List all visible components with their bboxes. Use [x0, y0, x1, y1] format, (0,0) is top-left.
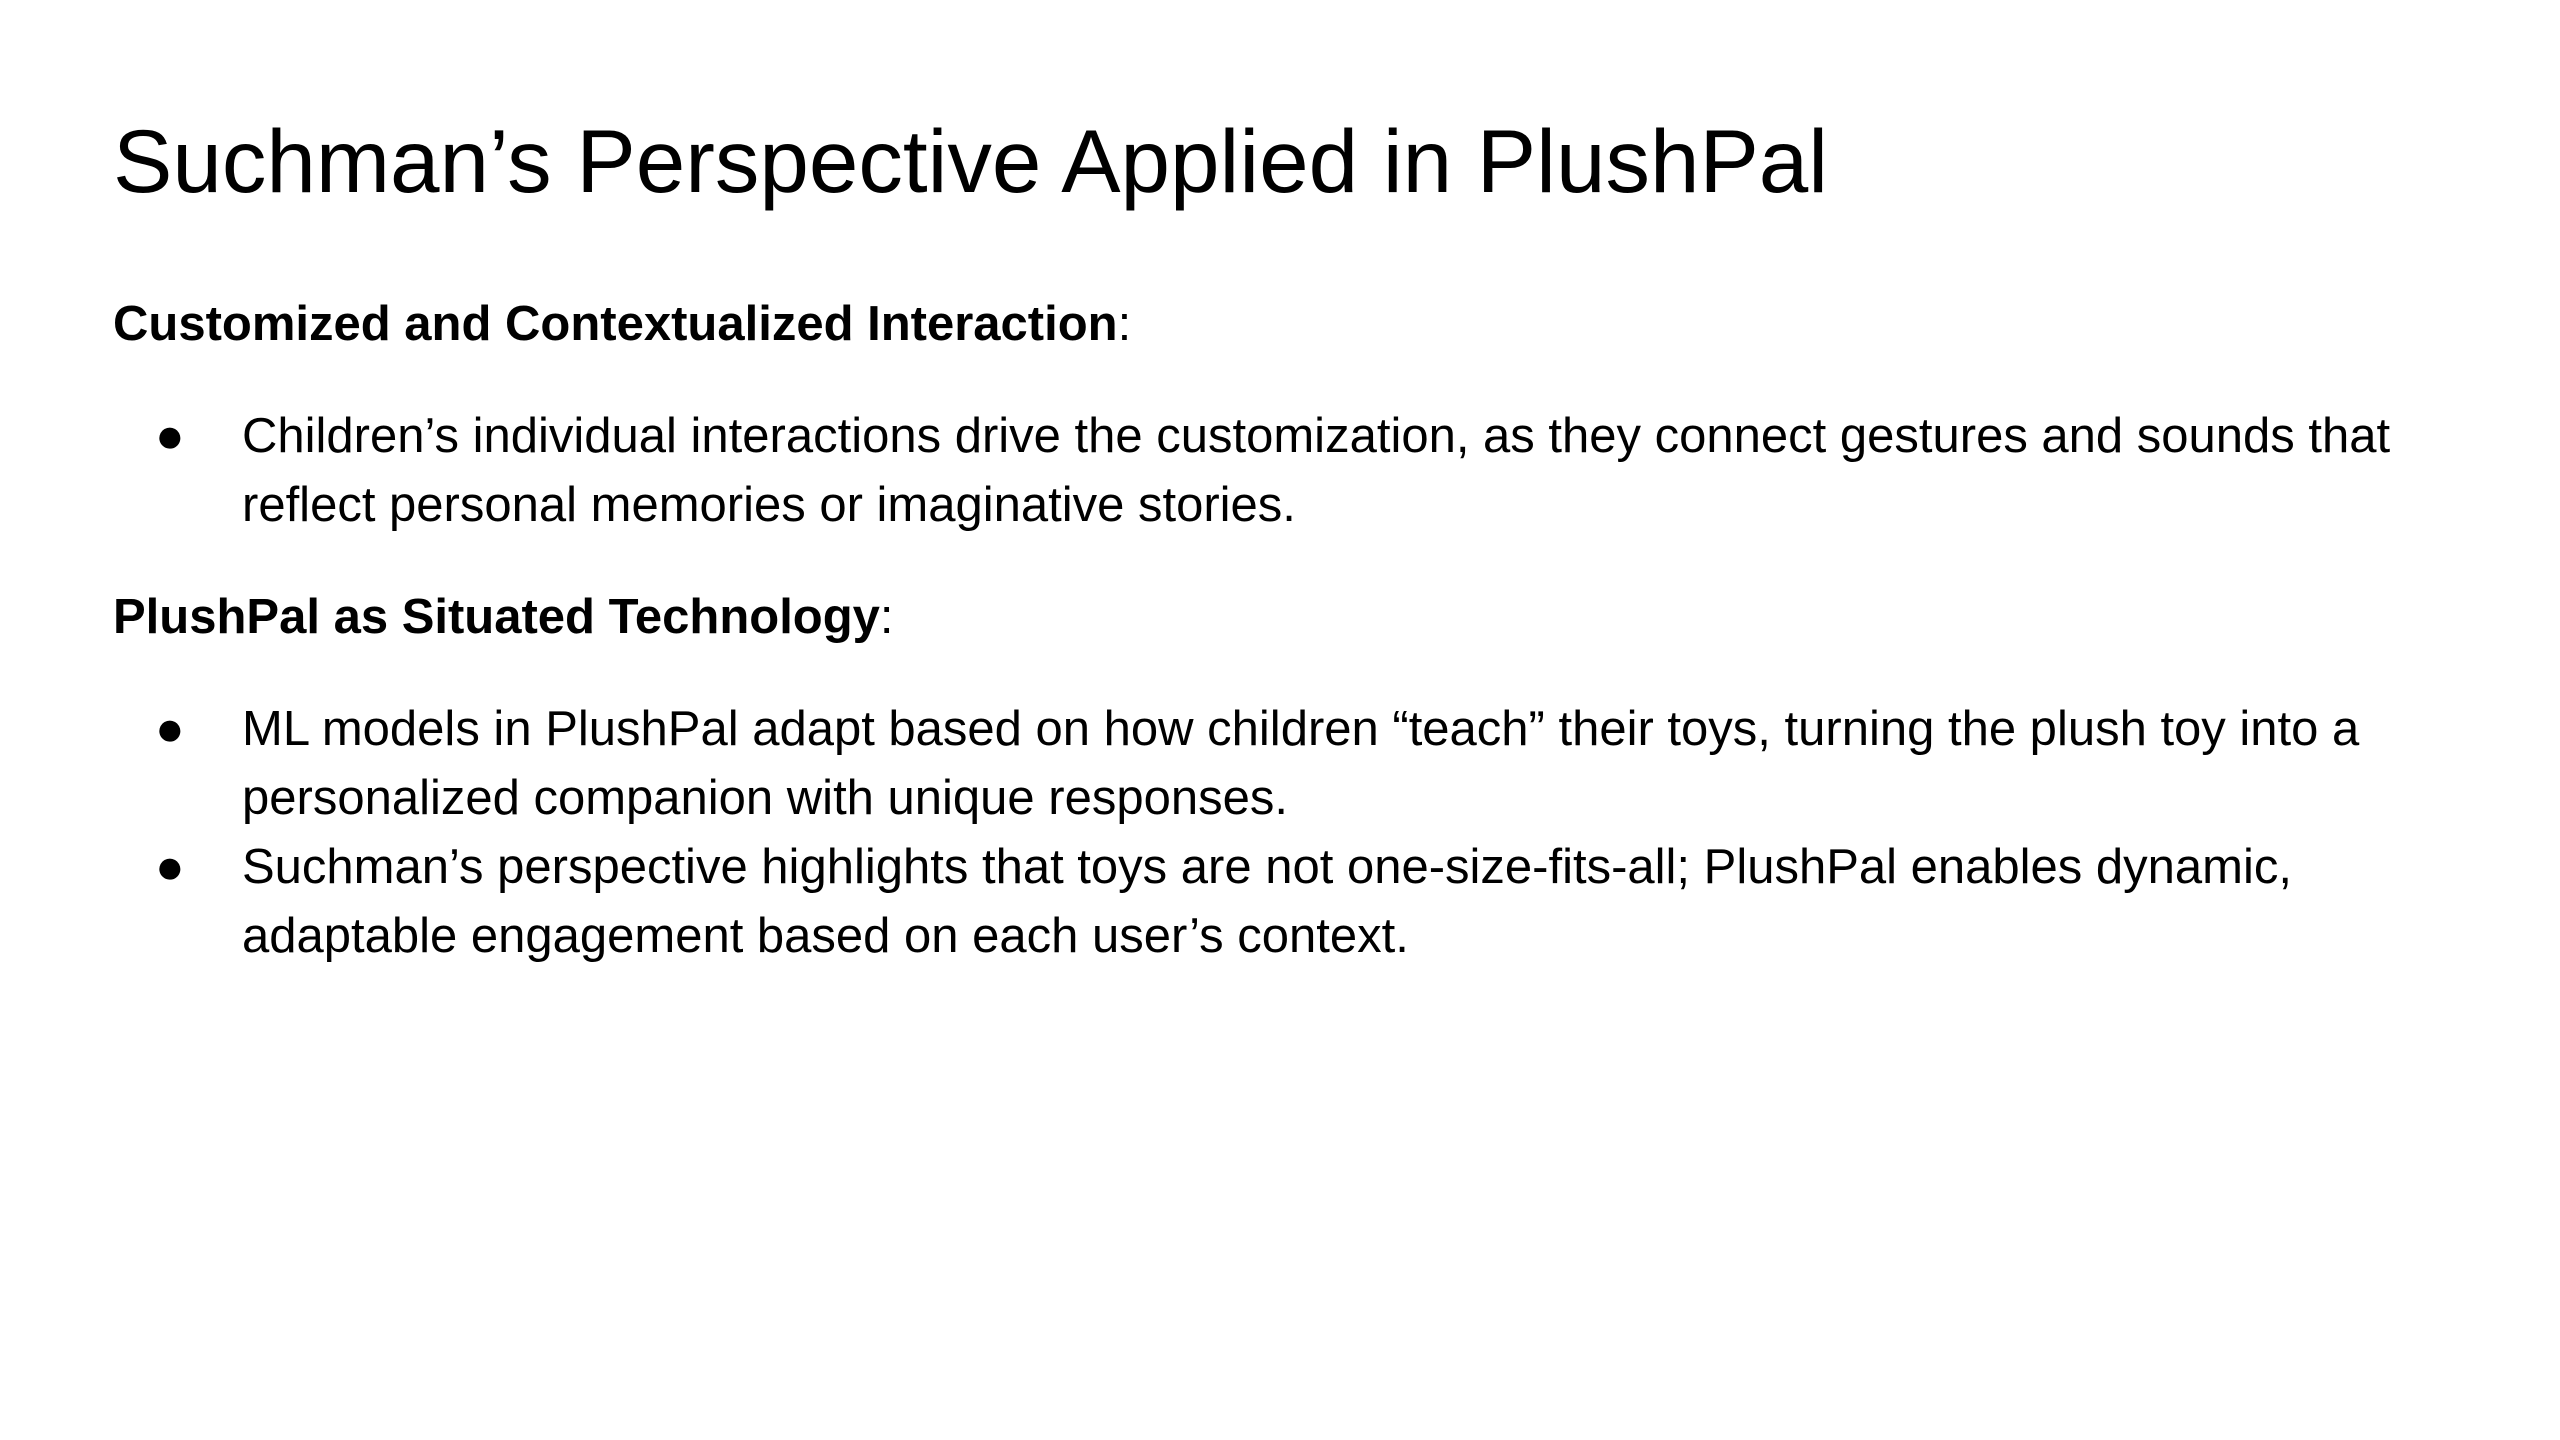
slide-title: Suchman’s Perspective Applied in PlushPal	[113, 111, 1829, 211]
section-heading-text: Customized and Contextualized Interaction	[113, 297, 1118, 351]
bullet-text: Suchman’s perspective highlights that toys are not one-size-fits-all; PlushPal enables dynamic, adaptable engagement based on each user’s context.	[242, 840, 2292, 963]
list-item	[113, 833, 2453, 971]
section-heading-colon: :	[879, 590, 894, 644]
bullet-list-situated	[113, 695, 2453, 971]
section-heading-colon: :	[1117, 297, 1132, 351]
list-item	[113, 402, 2453, 540]
bullet-text: ML models in PlushPal adapt based on how children “teach” their toys, turning the plush toy into a personalized companion with unique responses.	[242, 702, 2360, 825]
bullet-dot-icon: ●	[155, 840, 185, 894]
slide-body	[113, 290, 2453, 1014]
bullet-dot-icon: ●	[155, 702, 185, 756]
section-heading-customized	[113, 290, 2453, 359]
bullet-list-customized	[113, 402, 2453, 540]
section-heading-text: PlushPal as Situated Technology	[113, 590, 880, 644]
bullet-dot-icon: ●	[155, 409, 185, 463]
bullet-text: Children’s individual interactions drive the customization, as they connect gestures and sounds that reflect personal memories or imaginative stories.	[242, 409, 2391, 532]
section-heading-situated	[113, 583, 2453, 652]
list-item	[113, 695, 2453, 833]
